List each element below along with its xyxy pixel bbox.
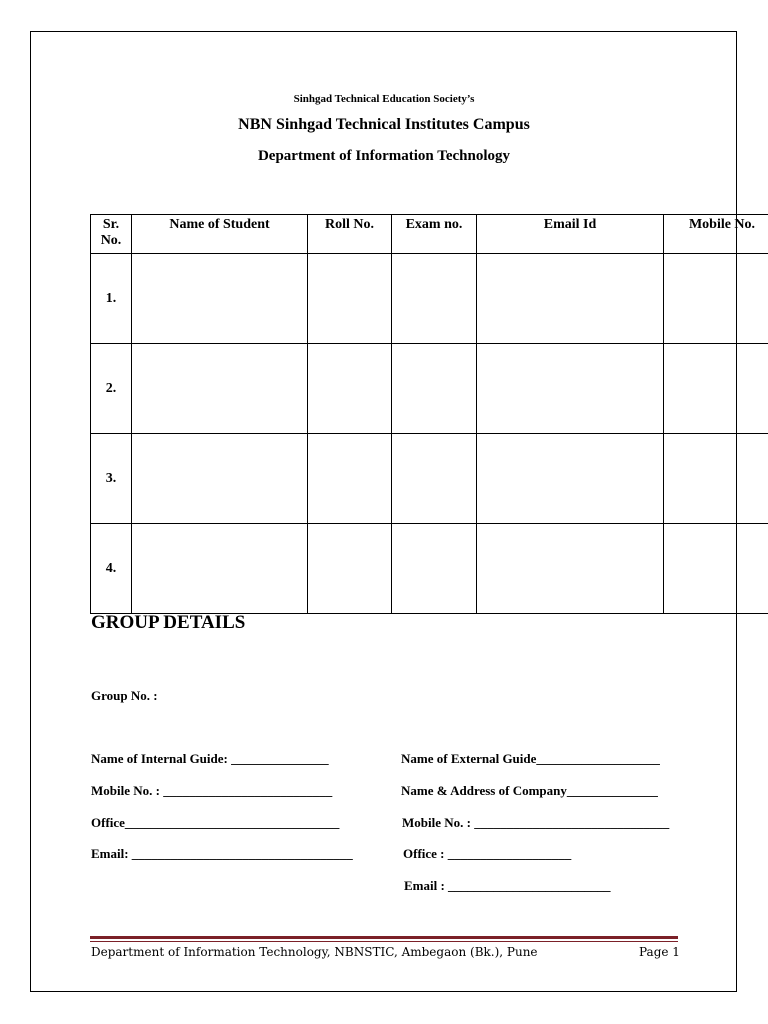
email-cell[interactable] — [477, 344, 664, 434]
students-table — [90, 214, 768, 614]
column-header-name: Name of Student — [132, 215, 308, 254]
column-header-mobile: Mobile No. — [664, 215, 768, 254]
sr-cell: 2. — [91, 344, 132, 434]
group-details-title: GROUP DETAILS — [91, 612, 246, 633]
mobile-cell[interactable] — [664, 254, 768, 344]
external-guide-field[interactable]: Name of External Guide___________________ — [401, 751, 660, 766]
column-header-roll: Roll No. — [308, 215, 392, 254]
external-office-field[interactable]: Office : ___________________ — [403, 846, 572, 861]
mobile-cell[interactable] — [664, 344, 768, 434]
footer-rule-thin — [90, 941, 678, 942]
exam-cell[interactable] — [392, 254, 477, 344]
sr-cell: 1. — [91, 254, 132, 344]
internal-office-field[interactable]: Office_________________________________ — [91, 815, 340, 830]
internal-guide-field[interactable]: Name of Internal Guide: _______________ — [91, 751, 329, 766]
column-header-exam: Exam no. — [392, 215, 477, 254]
footer-rule-thick — [90, 936, 678, 939]
table-header-row — [91, 215, 768, 254]
table-row — [91, 254, 768, 344]
company-field[interactable]: Name & Address of Company______________ — [401, 783, 658, 798]
email-cell[interactable] — [477, 254, 664, 344]
external-email-field[interactable]: Email : _________________________ — [404, 878, 611, 893]
name-cell[interactable] — [132, 434, 308, 524]
group-no-field[interactable]: Group No. : — [91, 688, 158, 703]
table-row — [91, 524, 768, 614]
roll-cell[interactable] — [308, 434, 392, 524]
mobile-cell[interactable] — [664, 524, 768, 614]
name-cell[interactable] — [132, 254, 308, 344]
campus-name: NBN Sinhgad Technical Institutes Campus — [238, 116, 530, 133]
internal-mobile-field[interactable]: Mobile No. : __________________________ — [91, 783, 333, 798]
department-name: Department of Information Technology — [257, 148, 511, 164]
exam-cell[interactable] — [392, 434, 477, 524]
footer-department: Department of Information Technology, NBNSTIC, Ambegaon (Bk.), Pune — [91, 945, 538, 959]
name-cell[interactable] — [132, 524, 308, 614]
page-number: Page 1 — [639, 945, 680, 959]
mobile-cell[interactable] — [664, 434, 768, 524]
name-cell[interactable] — [132, 344, 308, 434]
exam-cell[interactable] — [392, 524, 477, 614]
external-mobile-field[interactable]: Mobile No. : ______________________________ — [402, 815, 670, 830]
column-header-email: Email Id — [477, 215, 664, 254]
table-row — [91, 434, 768, 524]
table-row — [91, 344, 768, 434]
roll-cell[interactable] — [308, 254, 392, 344]
exam-cell[interactable] — [392, 344, 477, 434]
column-header-sr: Sr. No. — [91, 215, 132, 254]
sr-cell: 4. — [91, 524, 132, 614]
sr-cell: 3. — [91, 434, 132, 524]
email-cell[interactable] — [477, 434, 664, 524]
roll-cell[interactable] — [308, 524, 392, 614]
roll-cell[interactable] — [308, 344, 392, 434]
internal-email-field[interactable]: Email: __________________________________ — [91, 846, 353, 861]
society-name: Sinhgad Technical Education Society’s — [293, 93, 475, 105]
email-cell[interactable] — [477, 524, 664, 614]
